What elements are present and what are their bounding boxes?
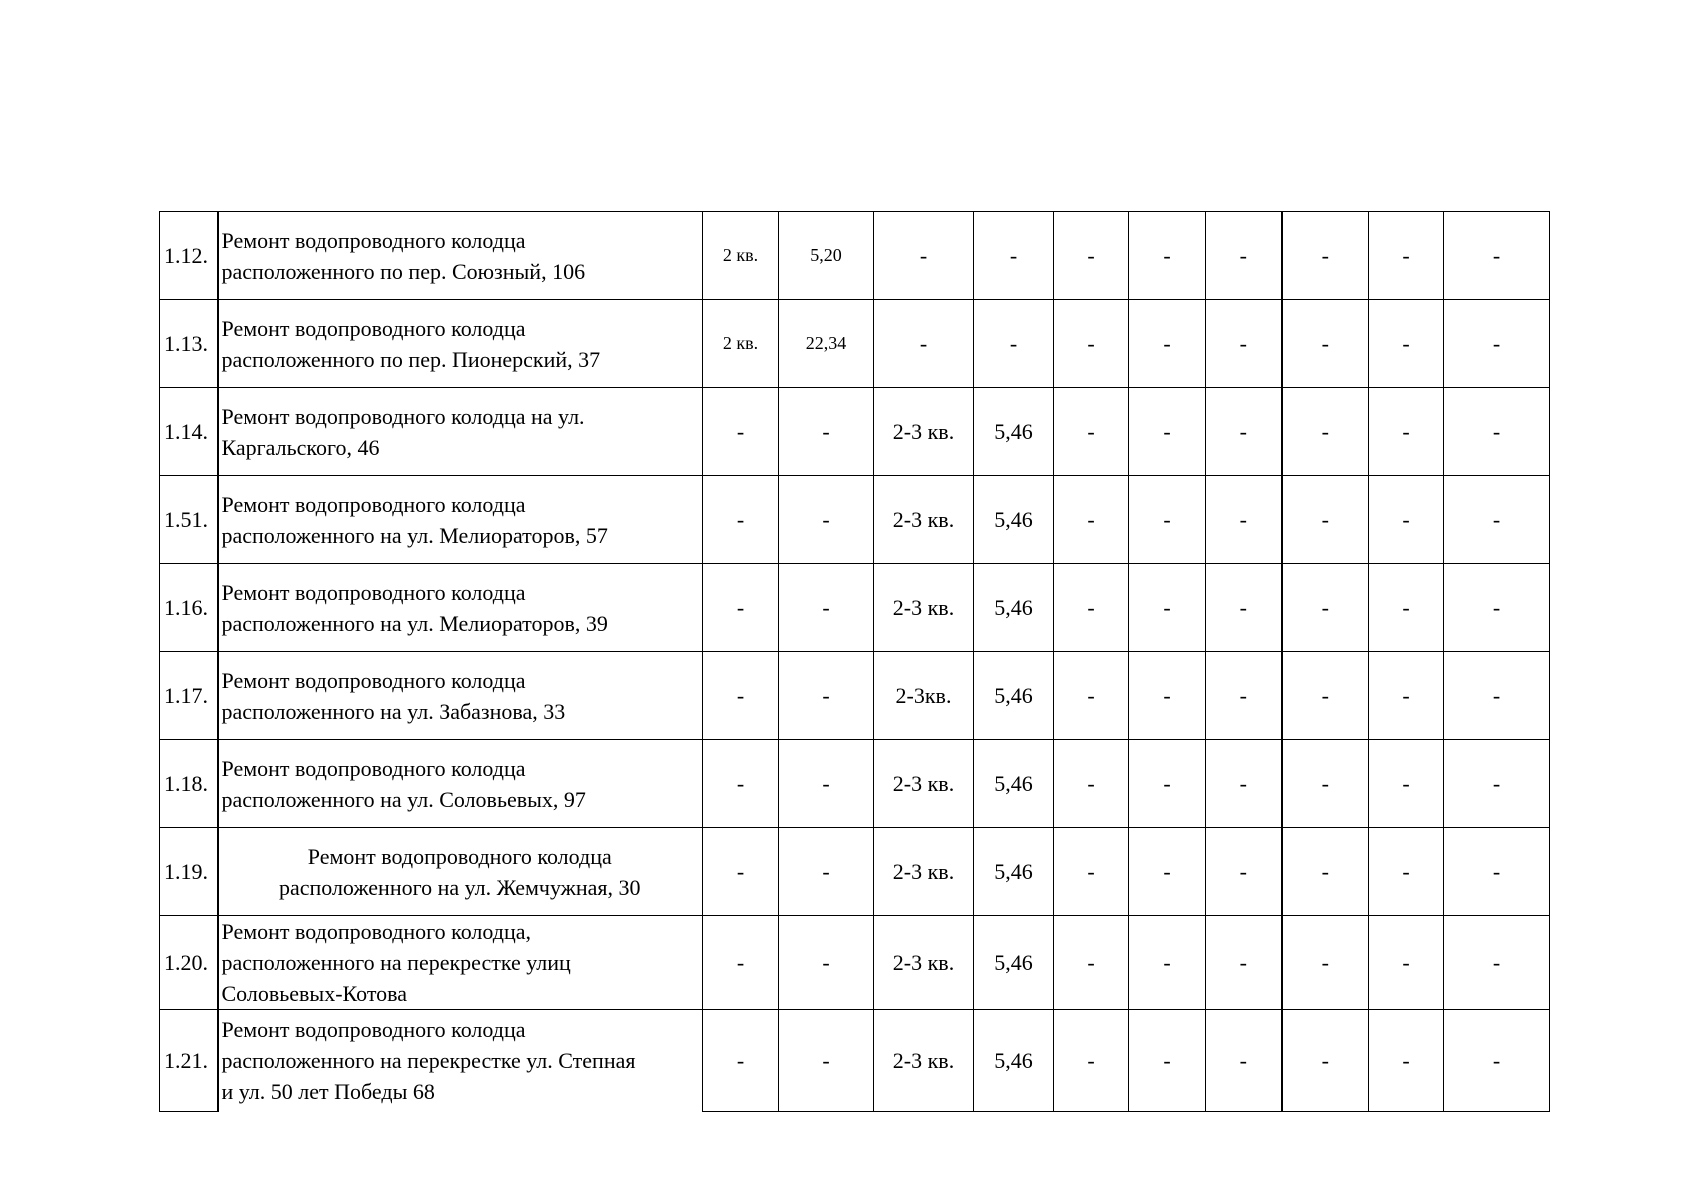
amount-cell: - <box>974 212 1054 300</box>
value-cell: - <box>1054 476 1129 564</box>
table-row <box>160 740 1550 828</box>
period-cell: 2-3 кв. <box>874 828 974 916</box>
row-number: 1.13. <box>160 300 218 388</box>
value-cell: - <box>1129 476 1206 564</box>
amount-cell: - <box>779 476 874 564</box>
table-row <box>160 476 1550 564</box>
value-cell: - <box>1129 564 1206 652</box>
value-cell: - <box>1206 652 1282 740</box>
description-line: Каргальского, 46 <box>221 434 380 460</box>
value-cell: - <box>1129 1010 1206 1112</box>
works-table <box>159 211 1550 1112</box>
value-cell: - <box>1206 828 1282 916</box>
work-description <box>218 564 703 652</box>
period-cell: - <box>703 652 779 740</box>
work-description <box>218 476 703 564</box>
value-cell: - <box>1444 1010 1550 1112</box>
description-line: Ремонт водопроводного колодца, <box>221 919 531 944</box>
description-line: Ремонт водопроводного колодца <box>307 843 612 869</box>
period-cell: 2-3 кв. <box>874 476 974 564</box>
amount-cell: 5,46 <box>974 740 1054 828</box>
row-number: 1.16. <box>160 564 218 652</box>
amount-cell: - <box>779 916 874 1010</box>
value-cell: - <box>1054 212 1129 300</box>
period-cell: 2-3 кв. <box>874 388 974 476</box>
work-description <box>218 916 703 1010</box>
work-description <box>218 740 703 828</box>
amount-cell: 22,34 <box>779 300 874 388</box>
description-line: Ремонт водопроводного колодца <box>221 755 526 781</box>
value-cell: - <box>1206 1010 1282 1112</box>
period-cell: 2-3 кв. <box>874 740 974 828</box>
row-number: 1.20. <box>160 916 218 1010</box>
value-cell: - <box>1129 300 1206 388</box>
description-line: Ремонт водопроводного колодца <box>221 667 526 693</box>
value-cell: - <box>1054 652 1129 740</box>
amount-cell: 5,46 <box>974 1010 1054 1112</box>
value-cell: - <box>1282 652 1369 740</box>
value-cell: - <box>1369 828 1444 916</box>
table-row <box>160 652 1550 740</box>
description-line: расположенного на перекрестке ул. Степная <box>221 1048 636 1074</box>
value-cell: - <box>1282 564 1369 652</box>
value-cell: - <box>1369 212 1444 300</box>
description-line: Ремонт водопроводного колодца на ул. <box>221 403 585 429</box>
description-line: расположенного на ул. Соловьевых, 97 <box>221 786 586 812</box>
table-row <box>160 212 1550 300</box>
amount-cell: - <box>779 388 874 476</box>
description-line: расположенного по пер. Пионерский, 37 <box>221 346 601 372</box>
value-cell: - <box>1206 916 1282 1010</box>
row-number: 1.18. <box>160 740 218 828</box>
value-cell: - <box>1206 564 1282 652</box>
value-cell: - <box>1054 740 1129 828</box>
amount-cell: 5,46 <box>974 388 1054 476</box>
description-line: расположенного по пер. Союзный, 106 <box>221 258 586 284</box>
value-cell: - <box>1206 740 1282 828</box>
value-cell: - <box>1054 916 1129 1010</box>
row-number: 1.21. <box>160 1010 218 1112</box>
description-line: расположенного на перекрестке улиц <box>221 950 571 975</box>
description-line: расположенного на ул. Забазнова, 33 <box>221 698 566 724</box>
amount-cell: 5,46 <box>974 828 1054 916</box>
table-row <box>160 300 1550 388</box>
value-cell: - <box>1054 564 1129 652</box>
period-cell: - <box>874 212 974 300</box>
row-number: 1.51. <box>160 476 218 564</box>
value-cell: - <box>1444 212 1550 300</box>
value-cell: - <box>1282 740 1369 828</box>
value-cell: - <box>1444 476 1550 564</box>
period-cell: - <box>703 1010 779 1112</box>
amount-cell: 5,20 <box>779 212 874 300</box>
period-cell: - <box>703 476 779 564</box>
value-cell: - <box>1054 1010 1129 1112</box>
value-cell: - <box>1444 740 1550 828</box>
amount-cell: - <box>779 740 874 828</box>
value-cell: - <box>1129 652 1206 740</box>
description-line: расположенного на ул. Мелиораторов, 57 <box>221 522 608 548</box>
description-line: Ремонт водопроводного колодца <box>221 579 526 605</box>
value-cell: - <box>1206 212 1282 300</box>
row-number: 1.12. <box>160 212 218 300</box>
value-cell: - <box>1206 476 1282 564</box>
period-cell: 2-3 кв. <box>874 1010 974 1112</box>
amount-cell: - <box>779 828 874 916</box>
table-row <box>160 564 1550 652</box>
period-cell: - <box>703 916 779 1010</box>
amount-cell: 5,46 <box>974 564 1054 652</box>
value-cell: - <box>1369 564 1444 652</box>
amount-cell: 5,46 <box>974 476 1054 564</box>
table-row <box>160 388 1550 476</box>
period-cell: 2-3кв. <box>874 652 974 740</box>
amount-cell: - <box>779 1010 874 1112</box>
value-cell: - <box>1282 476 1369 564</box>
value-cell: - <box>1369 476 1444 564</box>
description-line: расположенного на ул. Мелиораторов, 39 <box>221 610 608 636</box>
value-cell: - <box>1054 388 1129 476</box>
value-cell: - <box>1129 212 1206 300</box>
value-cell: - <box>1282 300 1369 388</box>
table-row <box>160 1010 1550 1112</box>
value-cell: - <box>1369 388 1444 476</box>
value-cell: - <box>1282 828 1369 916</box>
table-row <box>160 916 1550 1010</box>
table-row <box>160 828 1550 916</box>
work-description <box>218 388 703 476</box>
value-cell: - <box>1444 828 1550 916</box>
description-line: Ремонт водопроводного колодца <box>221 227 526 253</box>
table-body <box>160 212 1550 1112</box>
value-cell: - <box>1369 652 1444 740</box>
value-cell: - <box>1369 300 1444 388</box>
value-cell: - <box>1129 916 1206 1010</box>
work-description <box>218 652 703 740</box>
description-line: Ремонт водопроводного колодца <box>221 1017 526 1043</box>
value-cell: - <box>1282 1010 1369 1112</box>
value-cell: - <box>1054 828 1129 916</box>
amount-cell: 5,46 <box>974 916 1054 1010</box>
row-number: 1.17. <box>160 652 218 740</box>
value-cell: - <box>1282 916 1369 1010</box>
value-cell: - <box>1206 388 1282 476</box>
value-cell: - <box>1369 740 1444 828</box>
row-number: 1.14. <box>160 388 218 476</box>
value-cell: - <box>1282 212 1369 300</box>
period-cell: - <box>703 828 779 916</box>
period-cell: - <box>703 740 779 828</box>
value-cell: - <box>1129 740 1206 828</box>
value-cell: - <box>1369 1010 1444 1112</box>
value-cell: - <box>1369 916 1444 1010</box>
work-description <box>218 212 703 300</box>
value-cell: - <box>1129 388 1206 476</box>
period-cell: 2-3 кв. <box>874 916 974 1010</box>
amount-cell: - <box>974 300 1054 388</box>
value-cell: - <box>1054 300 1129 388</box>
value-cell: - <box>1444 564 1550 652</box>
description-line: расположенного на ул. Жемчужная, 30 <box>278 874 641 900</box>
period-cell: 2 кв. <box>703 212 779 300</box>
description-line: Ремонт водопроводного колодца <box>221 491 526 517</box>
amount-cell: - <box>779 564 874 652</box>
value-cell: - <box>1444 916 1550 1010</box>
value-cell: - <box>1129 828 1206 916</box>
work-description <box>218 1010 703 1112</box>
work-description <box>218 300 703 388</box>
row-number: 1.19. <box>160 828 218 916</box>
description-line: Ремонт водопроводного колодца <box>221 315 526 341</box>
period-cell: - <box>703 388 779 476</box>
description-line: Соловьевых-Котова <box>221 981 408 1006</box>
value-cell: - <box>1444 652 1550 740</box>
period-cell: 2-3 кв. <box>874 564 974 652</box>
value-cell: - <box>1444 300 1550 388</box>
period-cell: 2 кв. <box>703 300 779 388</box>
value-cell: - <box>1206 300 1282 388</box>
amount-cell: 5,46 <box>974 652 1054 740</box>
work-description <box>218 828 703 916</box>
period-cell: - <box>874 300 974 388</box>
period-cell: - <box>703 564 779 652</box>
amount-cell: - <box>779 652 874 740</box>
value-cell: - <box>1282 388 1369 476</box>
description-line: и ул. 50 лет Победы 68 <box>221 1079 435 1105</box>
value-cell: - <box>1444 388 1550 476</box>
